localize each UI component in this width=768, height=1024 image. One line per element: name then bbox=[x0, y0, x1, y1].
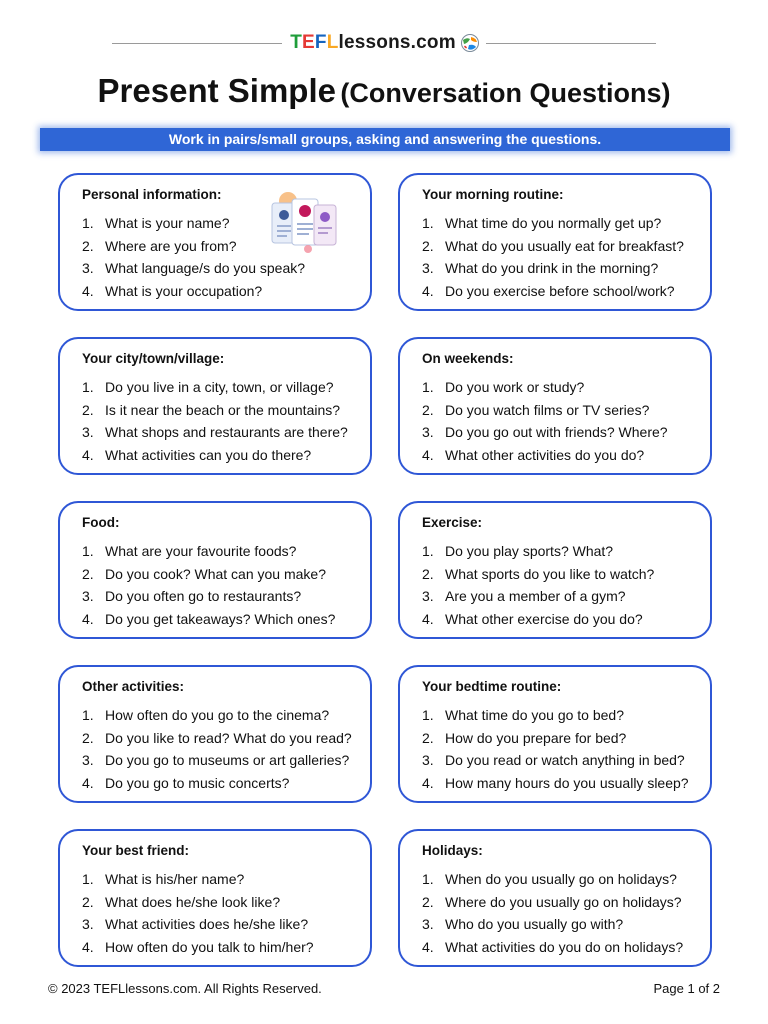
brand-letter-l: L bbox=[326, 32, 339, 53]
question-text: Do you often go to restaurants? bbox=[105, 588, 302, 604]
question-number: 3. bbox=[422, 916, 434, 932]
question-text: What other activities do you do? bbox=[445, 446, 645, 463]
instructions-banner: Work in pairs/small groups, asking and answering the questions. bbox=[40, 128, 730, 151]
title-sub: (Conversation Questions) bbox=[340, 78, 671, 108]
globe-icon bbox=[460, 33, 480, 53]
card-best-friend bbox=[58, 829, 372, 967]
question-item bbox=[422, 257, 710, 280]
question-text: What time do you go to bed? bbox=[445, 707, 624, 723]
question-number: 1. bbox=[82, 215, 94, 231]
question-text: Who do you usually go with? bbox=[445, 916, 624, 932]
question-item bbox=[82, 421, 370, 444]
question-item bbox=[82, 257, 370, 280]
question-text: What is your name? bbox=[105, 215, 230, 231]
brand-header bbox=[0, 30, 768, 56]
question-item bbox=[82, 608, 370, 631]
question-text: Do you exercise before school/work? bbox=[445, 282, 675, 299]
question-text: When do you usually go on holidays? bbox=[445, 871, 677, 887]
question-text: What sports do you like to watch? bbox=[445, 565, 655, 582]
question-item bbox=[82, 444, 370, 467]
question-number: 2. bbox=[422, 893, 434, 910]
copyright-text: © 2023 TEFLlessons.com. All Rights Reserved. bbox=[48, 981, 322, 996]
question-item bbox=[82, 891, 370, 914]
question-number: 3. bbox=[422, 260, 434, 276]
question-item bbox=[82, 280, 370, 303]
question-number: 1. bbox=[82, 379, 94, 395]
card-exercise bbox=[398, 501, 712, 639]
card-other-activities bbox=[58, 665, 372, 803]
question-text: Do you get takeaways? Which ones? bbox=[105, 610, 336, 627]
brand-logo bbox=[290, 32, 480, 54]
title-main: Present Simple bbox=[97, 72, 336, 109]
question-text: How many hours do you usually sleep? bbox=[445, 774, 689, 791]
question-item bbox=[422, 376, 710, 399]
question-number: 3. bbox=[82, 752, 94, 768]
card-holidays bbox=[398, 829, 712, 967]
question-item bbox=[82, 376, 370, 399]
question-item bbox=[422, 444, 710, 467]
question-item bbox=[422, 540, 710, 563]
question-item bbox=[82, 913, 370, 936]
card-food bbox=[58, 501, 372, 639]
question-number: 1. bbox=[422, 379, 434, 395]
question-item bbox=[422, 585, 710, 608]
question-text: Do you work or study? bbox=[445, 379, 585, 395]
divider-right bbox=[486, 43, 656, 44]
question-item bbox=[422, 704, 710, 727]
question-text: How do you prepare for bed? bbox=[445, 729, 627, 746]
question-item bbox=[422, 399, 710, 422]
question-text: What does he/she look like? bbox=[105, 893, 281, 910]
card-weekends bbox=[398, 337, 712, 475]
question-number: 1. bbox=[82, 871, 94, 887]
question-number: 1. bbox=[82, 543, 94, 559]
question-item bbox=[82, 563, 370, 586]
question-item bbox=[422, 749, 710, 772]
card-bedtime-routine bbox=[398, 665, 712, 803]
page-number: Page 1 of 2 bbox=[653, 981, 720, 996]
question-number: 4. bbox=[82, 446, 94, 463]
question-text: Do you go to music concerts? bbox=[105, 774, 290, 791]
question-number: 2. bbox=[82, 401, 94, 418]
question-number: 3. bbox=[82, 916, 94, 932]
question-number: 3. bbox=[82, 260, 94, 276]
card-personal-information bbox=[58, 173, 372, 311]
question-text: Where are you from? bbox=[105, 237, 237, 254]
question-number: 4. bbox=[82, 282, 94, 299]
question-text: Is it near the beach or the mountains? bbox=[105, 401, 341, 418]
question-number: 4. bbox=[422, 938, 434, 955]
card-title: Exercise: bbox=[422, 515, 483, 530]
card-morning-routine bbox=[398, 173, 712, 311]
question-number: 2. bbox=[82, 237, 94, 254]
question-item bbox=[82, 704, 370, 727]
question-text: Do you live in a city, town, or village? bbox=[105, 379, 334, 395]
profile-cards-illustration bbox=[268, 191, 340, 255]
question-text: What do you usually eat for breakfast? bbox=[445, 237, 684, 254]
question-number: 2. bbox=[82, 893, 94, 910]
question-text: Do you play sports? What? bbox=[445, 543, 614, 559]
question-text: Do you cook? What can you make? bbox=[105, 565, 327, 582]
question-item bbox=[422, 868, 710, 891]
question-item bbox=[82, 749, 370, 772]
question-text: What is your occupation? bbox=[105, 282, 263, 299]
question-number: 1. bbox=[422, 871, 434, 887]
question-item bbox=[82, 868, 370, 891]
question-text: Do you watch films or TV series? bbox=[445, 401, 650, 418]
question-number: 4. bbox=[82, 610, 94, 627]
card-title: Your best friend: bbox=[82, 843, 190, 858]
question-number: 4. bbox=[422, 282, 434, 299]
question-number: 2. bbox=[422, 237, 434, 254]
question-item bbox=[422, 563, 710, 586]
question-number: 2. bbox=[422, 401, 434, 418]
question-item bbox=[422, 936, 710, 959]
question-text: What activities does he/she like? bbox=[105, 916, 309, 932]
brand-letter-f: F bbox=[314, 32, 327, 53]
question-text: Where do you usually go on holidays? bbox=[445, 893, 682, 910]
question-item bbox=[422, 772, 710, 795]
question-number: 4. bbox=[82, 938, 94, 955]
question-number: 2. bbox=[82, 729, 94, 746]
question-item bbox=[422, 421, 710, 444]
brand-domain: lessons.com bbox=[338, 32, 456, 53]
question-item bbox=[422, 913, 710, 936]
card-title: Other activities: bbox=[82, 679, 185, 694]
question-text: What time do you normally get up? bbox=[445, 215, 662, 231]
card-title: Your bedtime routine: bbox=[422, 679, 562, 694]
question-number: 4. bbox=[422, 774, 434, 791]
question-text: What activities do you do on holidays? bbox=[445, 938, 684, 955]
divider-left bbox=[112, 43, 282, 44]
brand-letter-t: T bbox=[290, 32, 302, 53]
question-text: Do you go to museums or art galleries? bbox=[105, 752, 350, 768]
question-number: 3. bbox=[82, 424, 94, 440]
question-number: 1. bbox=[422, 215, 434, 231]
question-number: 2. bbox=[422, 729, 434, 746]
question-item bbox=[422, 212, 710, 235]
question-item bbox=[82, 936, 370, 959]
question-item bbox=[82, 772, 370, 795]
question-item bbox=[82, 399, 370, 422]
question-text: How often do you talk to him/her? bbox=[105, 938, 314, 955]
page-footer bbox=[48, 981, 720, 996]
question-text: How often do you go to the cinema? bbox=[105, 707, 330, 723]
question-number: 3. bbox=[422, 588, 434, 604]
question-number: 1. bbox=[422, 543, 434, 559]
question-item bbox=[422, 891, 710, 914]
card-city-town-village bbox=[58, 337, 372, 475]
question-text: Do you read or watch anything in bed? bbox=[445, 752, 685, 768]
question-text: What are your favourite foods? bbox=[105, 543, 297, 559]
question-item bbox=[82, 727, 370, 750]
question-text: What language/s do you speak? bbox=[105, 260, 306, 276]
card-title: Holidays: bbox=[422, 843, 483, 858]
question-number: 3. bbox=[82, 588, 94, 604]
question-text: What other exercise do you do? bbox=[445, 610, 643, 627]
question-number: 1. bbox=[422, 707, 434, 723]
question-item bbox=[82, 585, 370, 608]
card-title: Your city/town/village: bbox=[82, 351, 225, 366]
question-item bbox=[422, 727, 710, 750]
question-text: Do you like to read? What do you read? bbox=[105, 729, 352, 746]
card-title: Your morning routine: bbox=[422, 187, 564, 202]
question-number: 4. bbox=[82, 774, 94, 791]
question-item bbox=[422, 608, 710, 631]
question-number: 2. bbox=[422, 565, 434, 582]
question-text: What activities can you do there? bbox=[105, 446, 312, 463]
question-number: 3. bbox=[422, 752, 434, 768]
card-title: Food: bbox=[82, 515, 120, 530]
question-number: 4. bbox=[422, 446, 434, 463]
question-text: What do you drink in the morning? bbox=[445, 260, 659, 276]
brand-letter-e: E bbox=[302, 32, 315, 53]
question-text: What shops and restaurants are there? bbox=[105, 424, 348, 440]
question-item bbox=[82, 540, 370, 563]
question-number: 3. bbox=[422, 424, 434, 440]
question-text: Are you a member of a gym? bbox=[445, 588, 626, 604]
question-number: 4. bbox=[422, 610, 434, 627]
card-title: On weekends: bbox=[422, 351, 514, 366]
card-title: Personal information: bbox=[82, 187, 222, 202]
question-item bbox=[422, 235, 710, 258]
question-item bbox=[422, 280, 710, 303]
question-number: 2. bbox=[82, 565, 94, 582]
page-title bbox=[0, 72, 768, 110]
question-number: 1. bbox=[82, 707, 94, 723]
question-text: What is his/her name? bbox=[105, 871, 245, 887]
question-text: Do you go out with friends? Where? bbox=[445, 424, 668, 440]
